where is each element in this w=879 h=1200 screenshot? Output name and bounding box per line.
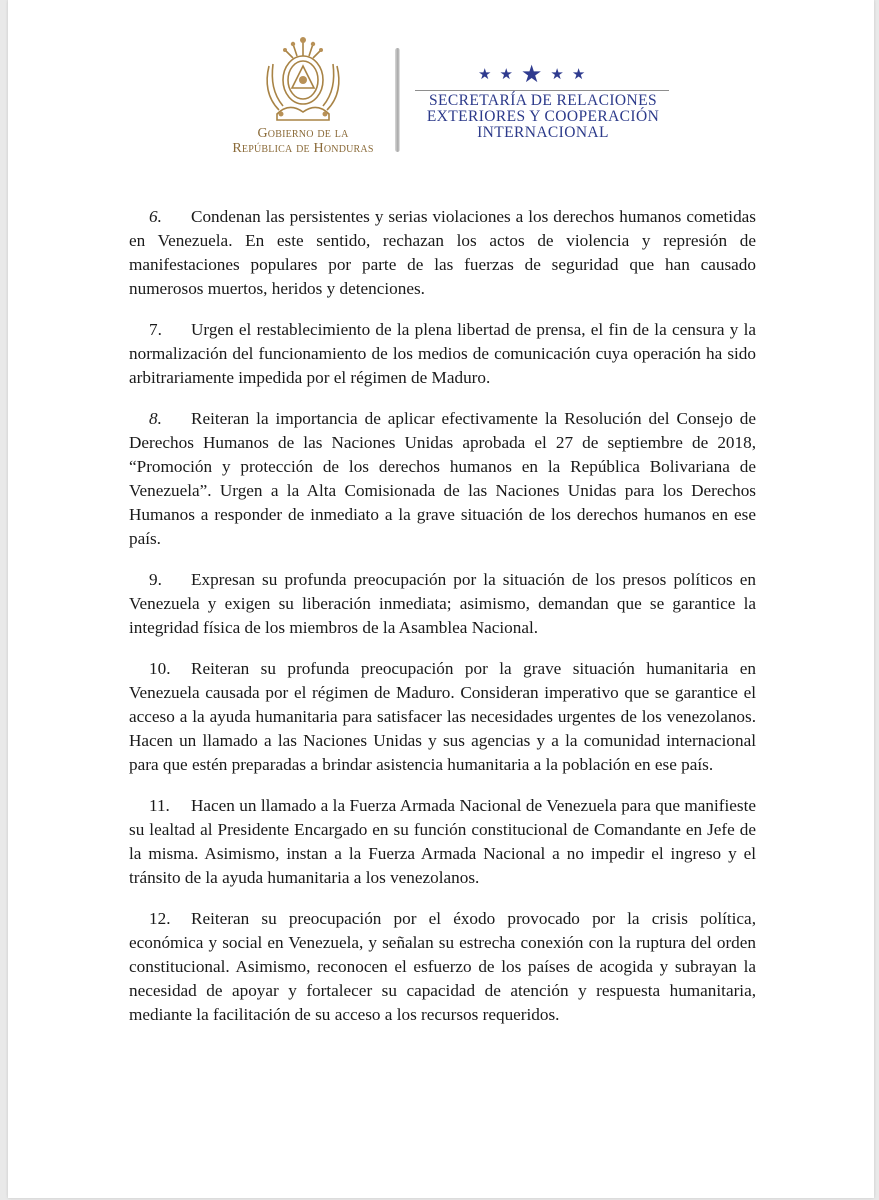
paragraph-10 bbox=[129, 657, 756, 777]
paragraph-number: 8. bbox=[149, 409, 162, 428]
secretariat-name-line-3: INTERNACIONAL bbox=[477, 124, 609, 141]
government-name-line-1: Gobierno de la bbox=[257, 126, 349, 141]
paragraph-text: Urgen el restablecimiento de la plena libertad de prensa, el fin de la censura y la normalización del funcionamiento de los medios de comunicación cuya operación ha sido arbitrariamente impedida por el régimen de Maduro. bbox=[129, 320, 756, 387]
secretariat-name bbox=[416, 93, 670, 141]
paragraph-number: 10. bbox=[149, 659, 171, 678]
paragraph-7 bbox=[129, 318, 756, 390]
honduras-coat-of-arms-icon bbox=[263, 36, 343, 128]
star-icon: ★ bbox=[478, 64, 492, 83]
paragraph-8 bbox=[129, 407, 756, 551]
document-body bbox=[129, 205, 756, 1044]
paragraph-text: Expresan su profunda preocupación por la situación de los presos políticos en Venezuela y exigen su liberación inmediata; asimismo, demandan que se garantice la integridad física de los miembros de la Asamblea Nacional. bbox=[129, 570, 756, 637]
star-icon: ★ bbox=[520, 60, 543, 88]
star-icon: ★ bbox=[550, 64, 564, 83]
paragraph-text: Condenan las persistentes y serias violaciones a los derechos humanos cometidas en Venezuela. En este sentido, rechazan los actos de violencia y represión de manifestaciones populares por parte de las fuerzas de seguridad que han causado numerosos muertos, heridos y detenciones. bbox=[129, 207, 756, 298]
header-rule bbox=[415, 90, 669, 91]
document-page bbox=[8, 0, 874, 1198]
government-name bbox=[208, 126, 398, 156]
paragraph-11 bbox=[129, 794, 756, 890]
paragraph-text: Reiteran la importancia de aplicar efectivamente la Resolución del Consejo de Derechos Humanos de las Naciones Unidas aprobada el 27 de septiembre de 2018, “Promoción y protección de los derechos humanos en la República Bolivariana de Venezuela”. Urgen a la Alta Comisionada de las Naciones Unidas para los Derechos Humanos a responder de inmediato a la grave situación de los derechos humanos en ese país. bbox=[129, 409, 756, 548]
government-name-line-2: República de Honduras bbox=[232, 141, 374, 156]
paragraph-text: Hacen un llamado a la Fuerza Armada Nacional de Venezuela para que manifieste su lealtad al Presidente Encargado en su función constitucional de Comandante en Jefe de la misma. Asimismo, instan a la Fuerza Armada Nacional a no impedir el ingreso y el tránsito de la ayuda humanitaria a los venezolanos. bbox=[129, 796, 756, 887]
paragraph-number: 7. bbox=[149, 320, 162, 339]
header-divider bbox=[395, 48, 400, 152]
paragraph-number: 11. bbox=[149, 796, 170, 815]
paragraph-9 bbox=[129, 568, 756, 640]
secretariat-name-line-1: SECRETARÍA DE RELACIONES bbox=[429, 92, 657, 109]
star-icon: ★ bbox=[571, 64, 586, 83]
paragraph-number: 9. bbox=[149, 570, 162, 589]
star-icon: ★ bbox=[499, 64, 513, 83]
paragraph-6 bbox=[129, 205, 756, 301]
paragraph-number: 6. bbox=[149, 207, 162, 226]
stars-row bbox=[478, 62, 585, 86]
paragraph-text: Reiteran su profunda preocupación por la grave situación humanitaria en Venezuela causada por el régimen de Maduro. Consideran imperativo que se garantice el acceso a la ayuda humanitaria para satisfacer las necesidades urgentes de los venezolanos. Hacen un llamado a las Naciones Unidas y sus agencias y a la comunidad internacional para que estén preparadas a brindar asistencia humanitaria a la población en ese país. bbox=[129, 659, 756, 774]
secretariat-name-line-2: EXTERIORES Y COOPERACIÓN bbox=[426, 108, 660, 125]
paragraph-number: 12. bbox=[149, 909, 171, 928]
paragraph-text: Reiteran su preocupación por el éxodo provocado por la crisis política, económica y social en Venezuela, y señalan su estrecha conexión con la ruptura del orden constitucional. Asimismo, reconocen el esfuerzo de los países de acogida y subrayan la necesidad de apoyar y fortalecer su capacidad de atención y respuesta humanitaria, mediante la facilitación de su acceso a los recursos requeridos. bbox=[129, 909, 756, 1024]
paragraph-12 bbox=[129, 907, 756, 1027]
